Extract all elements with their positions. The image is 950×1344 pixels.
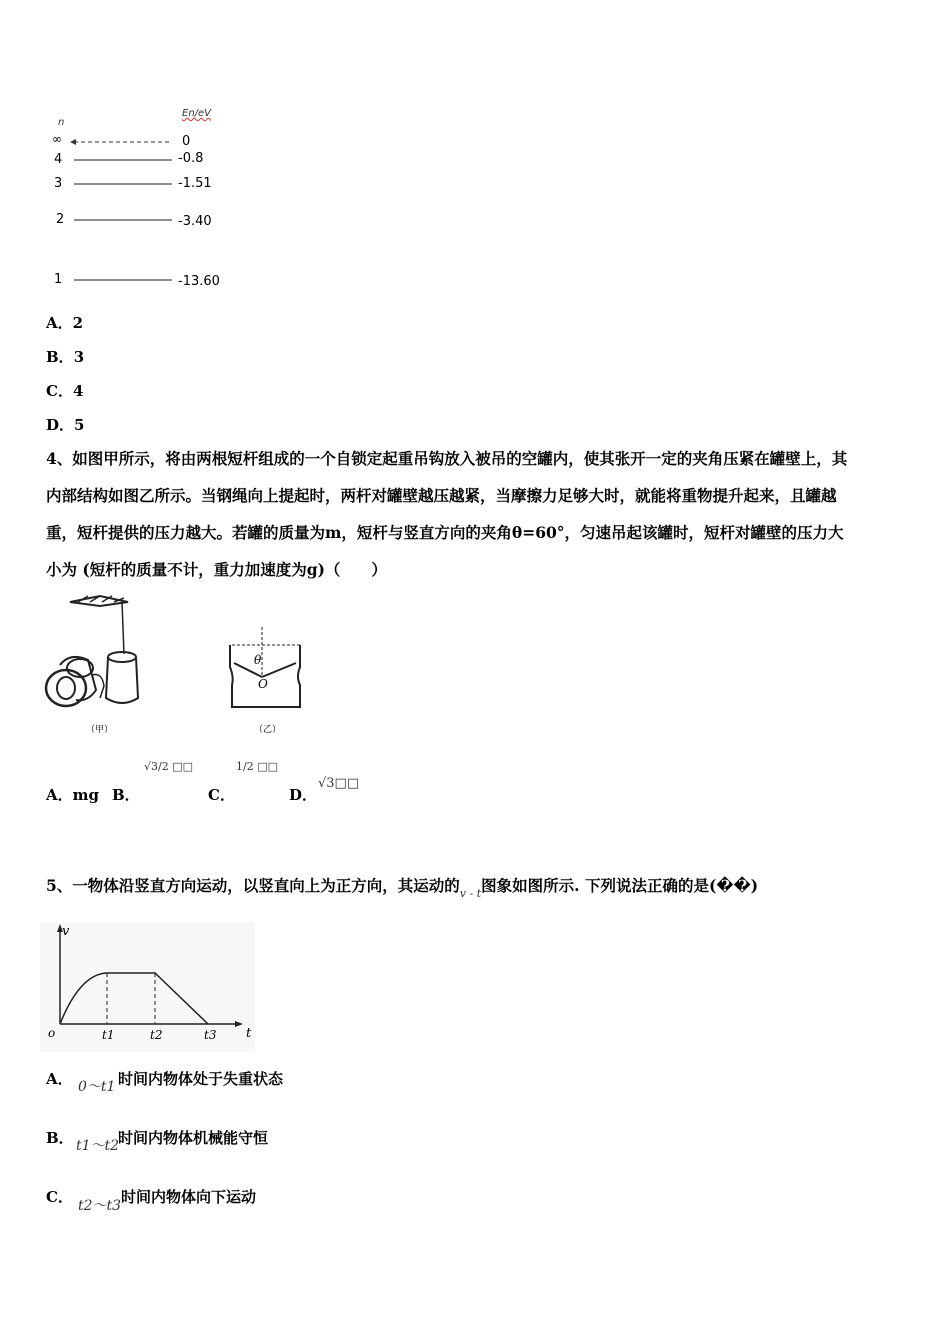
q4-stem-line4: 小为 (短杆的质量不计，重力加速度为g)（ ） — [46, 560, 387, 579]
q4-stem — [46, 440, 916, 588]
q5-stem-vt: v - t — [459, 887, 482, 900]
energy-level-diagram — [48, 104, 248, 294]
q5-option-b[interactable]: B． — [46, 1129, 74, 1147]
vt-curve — [60, 973, 208, 1024]
q3-option-b[interactable]: B．3 — [46, 348, 85, 366]
n-label-2: 2 — [56, 212, 65, 227]
vt-graph — [40, 922, 255, 1052]
q5-option-c[interactable]: C． — [46, 1188, 73, 1206]
q3-option-d[interactable]: D．5 — [46, 416, 85, 434]
q4-option-c-value: 1/2 □□ — [236, 760, 278, 773]
n-label-1: 1 — [54, 272, 63, 287]
q5-option-c-text: 时间内物体向下运动 — [121, 1188, 257, 1206]
q4-stem-line1: 4、如图甲所示，将由两根短杆组成的一个自锁定起重吊钩放入被吊的空罐内，使其张开一定的夹角压紧在罐壁上，其 — [46, 449, 848, 468]
q5-option-b-text: 时间内物体机械能守恒 — [118, 1129, 269, 1147]
q5-stem-tail: (��) — [708, 876, 759, 895]
q4-option-b-value: √3/2 □□ — [144, 760, 193, 773]
q5-option-c-interval: t2～t3 — [78, 1198, 122, 1214]
figure-yi-caption: （乙） — [254, 725, 282, 735]
q4-option-b[interactable]: B． — [112, 786, 140, 804]
q4-option-a[interactable]: A．mg — [46, 786, 100, 804]
t2-label: t2 — [150, 1028, 163, 1042]
e-label-inf: 0 — [182, 134, 191, 149]
q5-option-a-text: 时间内物体处于失重状态 — [118, 1070, 284, 1088]
e-header: En/eV — [182, 108, 212, 119]
n-label-4: 4 — [54, 152, 63, 167]
q5-option-a-interval: 0～t1 — [78, 1079, 116, 1095]
q5-option-a[interactable]: A． — [46, 1070, 73, 1088]
e-label-1: -13.60 — [178, 274, 220, 289]
theta-label: θ — [254, 653, 262, 667]
figure-jia-caption: （甲） — [86, 725, 114, 735]
q3-option-c[interactable]: C．4 — [46, 382, 84, 400]
crane-can-illustration — [40, 590, 180, 720]
hook-structure-diagram — [220, 625, 320, 715]
t1-label: t1 — [102, 1028, 115, 1042]
t-axis-label: t — [246, 1026, 252, 1041]
n-header: n — [58, 117, 65, 128]
q4-stem-line2: 内部结构如图乙所示。当钢绳向上提起时，两杆对罐壁越压越紧，当摩擦力足够大时，就能将重物提升起来，且罐越 — [46, 486, 837, 505]
o-label: O — [258, 677, 268, 691]
q4-option-d-value: √3□□ — [318, 776, 360, 791]
q5-stem-part1: 5、一物体沿竖直方向运动，以竖直向上为正方向，其运动的 — [46, 876, 460, 895]
e-label-2: -3.40 — [178, 214, 212, 229]
energy-level-lines — [48, 104, 248, 294]
q3-option-a[interactable]: A．2 — [46, 314, 84, 332]
q4-option-c[interactable]: C． — [208, 786, 235, 804]
figure-jia — [40, 590, 180, 740]
n-label-3: 3 — [54, 176, 63, 191]
vt-graph-svg — [40, 922, 255, 1052]
q5-option-b-interval: t1～t2 — [76, 1138, 120, 1154]
level-arrow — [70, 139, 76, 145]
q5-stem — [46, 874, 758, 900]
figure-yi — [220, 625, 320, 740]
q4-option-d[interactable]: D． — [289, 786, 318, 804]
origin-label: o — [48, 1026, 56, 1040]
t3-label: t3 — [204, 1028, 217, 1042]
q4-stem-line3: 重，短杆提供的压力越大。若罐的质量为m，短杆与竖直方向的夹角θ=60°，匀速吊起该罐时，短杆对罐壁的压力大 — [46, 523, 844, 542]
n-label-inf: ∞ — [52, 132, 62, 146]
v-axis-label: v — [62, 924, 70, 939]
e-label-4: -0.8 — [178, 151, 204, 166]
e-label-3: -1.51 — [178, 176, 212, 191]
t-axis-arrow — [235, 1021, 243, 1027]
q5-stem-part2: 图象如图所示. 下列说法正确的是 — [481, 876, 709, 895]
